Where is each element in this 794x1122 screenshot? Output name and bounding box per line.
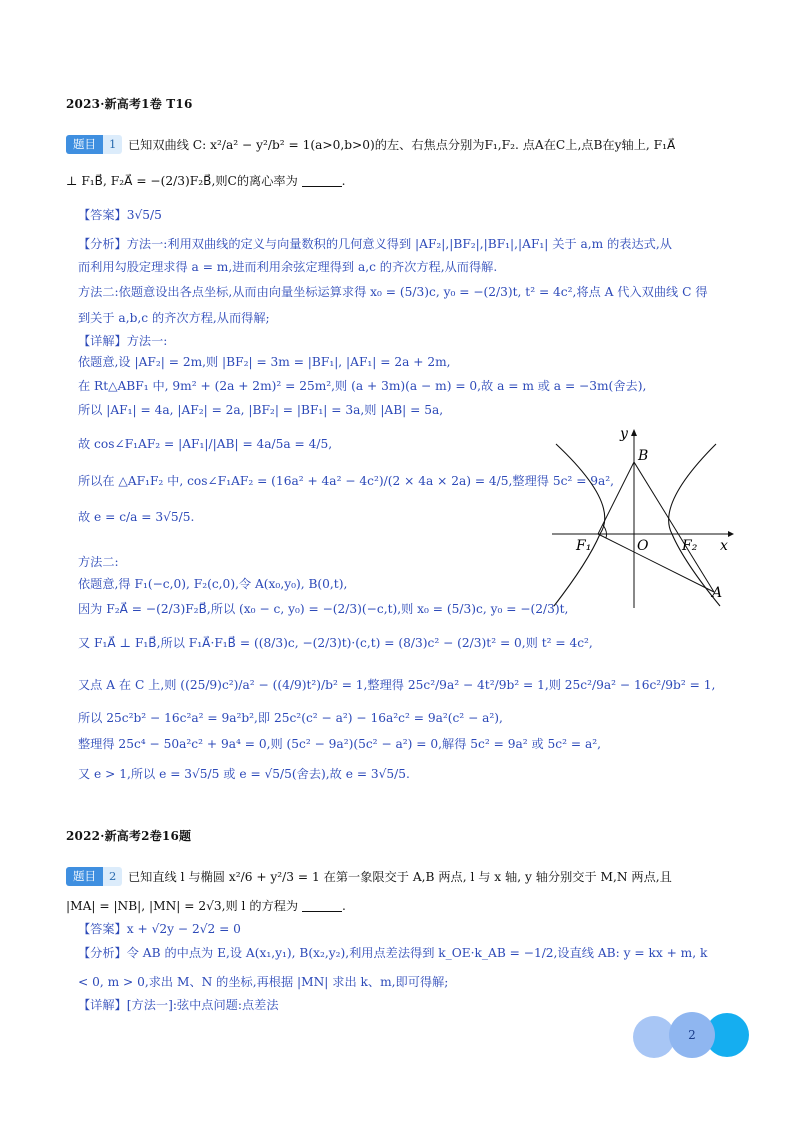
- question-1-line-1: 已知双曲线 C: x²/a² − y²/b² = 1(a>0,b>0)的左、右焦点分别为F₁,F₂. 点A在C上,点B在y轴上, F₁A⃗: [128, 138, 676, 152]
- y-axis-arrow: [631, 429, 637, 436]
- analysis-2-line-1: [78, 944, 707, 962]
- method-2-title: 方法二:: [78, 555, 119, 569]
- question-tag-label: 题目: [66, 135, 103, 154]
- answer-tag: 【答案】: [78, 922, 127, 936]
- question-tag-number: 1: [103, 135, 122, 154]
- detail-1-line-5: 所以在 △AF₁F₂ 中, cos∠F₁AF₂ = (16a² + 4a² − 4c²)/(2 × 4a × 2a) = 4/5,整理得 5c² = 9a²,: [78, 474, 615, 488]
- question-1-line-2-end: .: [341, 174, 346, 188]
- analysis-text: 方法一:利用双曲线的定义与向量数积的几何意义得到 |AF₂|,|BF₂|,|BF₁|,|AF₁| 关于 a,m 的表达式,从: [126, 237, 672, 251]
- answer-2: [78, 920, 241, 938]
- hyperbola-left-branch: [554, 444, 605, 606]
- analysis-1-line-1: [78, 235, 672, 253]
- answer-blank: [302, 899, 342, 912]
- analysis-tag: 【分析】: [78, 237, 127, 251]
- detail-tag: 【详解】: [78, 998, 127, 1012]
- question-1-line-2-text: ⊥ F₁B⃗, F₂A⃗ = −(2/3)F₂B⃗,则C的离心率为: [66, 174, 298, 188]
- point-F1-label: F₁: [576, 538, 592, 554]
- page-number-badge: [633, 1012, 749, 1058]
- origin-label: O: [637, 538, 649, 554]
- detail-1-line-3: 所以 |AF₁| = 4a, |AF₂| = 2a, |BF₂| = |BF₁| = 3a,则 |AB| = 5a,: [78, 403, 444, 417]
- analysis-tag: 【分析】: [78, 946, 127, 960]
- analysis-2-line-2: < 0, m > 0,求出 M、N 的坐标,再根据 |MN| 求出 k、m,即可得解;: [78, 975, 449, 989]
- detail-2: [78, 996, 279, 1014]
- analysis-1-line-3: 方法二:依题意设出各点坐标,从而由向量坐标运算求得 x₀ = (5/3)c, y₀ = −(2/3)t, t² = 4c²,将点 A 代入双曲线 C 得: [78, 285, 708, 299]
- analysis-1-line-4: 到关于 a,b,c 的齐次方程,从而得解;: [78, 311, 270, 325]
- y-axis-label: y: [620, 426, 628, 442]
- point-F2-label: F₂: [682, 538, 698, 554]
- section-heading-2: 2022·新高考2卷16题: [66, 829, 192, 843]
- section-heading-1: 2023·新高考1卷 T16: [66, 97, 193, 111]
- page-number: 2: [669, 1012, 715, 1058]
- detail-text: [方法一]:弦中点问题:点差法: [126, 998, 279, 1012]
- detail-1-line-1: 依题意,设 |AF₂| = 2m,则 |BF₂| = 3m = |BF₁|, |AF₁| = 2a + 2m,: [78, 355, 451, 369]
- question-tag-2: [66, 866, 122, 886]
- question-2-line-2-end: .: [341, 899, 346, 913]
- method-2-line-5: 所以 25c²b² − 16c²a² = 9a²b²,即 25c²(c² − a²) − 16a²c² = 9a²(c² − a²),: [78, 711, 503, 725]
- method-2-line-2: 因为 F₂A⃗ = −(2/3)F₂B⃗,所以 (x₀ − c, y₀) = −(2/3)(−c,t),则 x₀ = (5/3)c, y₀ = −(2/3)t,: [78, 602, 569, 616]
- question-tag-label: 题目: [66, 867, 103, 886]
- answer-value: 3√5/5: [126, 208, 162, 222]
- detail-method-title: 方法一:: [126, 334, 168, 348]
- x-axis-arrow: [728, 531, 734, 537]
- method-2-line-6: 整理得 25c⁴ − 50a²c² + 9a⁴ = 0,则 (5c² − 9a²)(5c² − a²) = 0,解得 5c² = 9a² 或 5c² = a²,: [78, 737, 601, 751]
- answer-value: x + √2y − 2√2 = 0: [126, 922, 241, 936]
- question-2-line-2: [66, 897, 346, 915]
- answer-1: [78, 206, 162, 224]
- analysis-text: 令 AB 的中点为 E,设 A(x₁,y₁), B(x₂,y₂),利用点差法得到 k_OE·k_AB = −1/2,设直线 AB: y = kx + m, k: [126, 946, 708, 960]
- detail-1-line-6: 故 e = c/a = 3√5/5.: [78, 510, 195, 524]
- analysis-1-line-2: 而利用勾股定理求得 a = m,进而利用余弦定理得到 a,c 的齐次方程,从而得解.: [78, 260, 498, 274]
- point-A-label: A: [712, 585, 723, 601]
- method-2-line-4: 又点 A 在 C 上,则 ((25/9)c²)/a² − ((4/9)t²)/b² = 1,整理得 25c²/9a² − 4t²/9b² = 1,则 25c²/9a² − 16c²/9b² = 1,: [78, 678, 716, 692]
- question-tag-number: 2: [103, 867, 122, 886]
- point-B-label: B: [638, 448, 649, 464]
- method-2-line-3: 又 F₁A⃗ ⊥ F₁B⃗,所以 F₁A⃗·F₁B⃗ = ((8/3)c, −(2/3)t)·(c,t) = (8/3)c² − (2/3)t² = 0,则 t² = 4c²,: [78, 636, 593, 650]
- answer-blank: [302, 174, 342, 187]
- answer-tag: 【答案】: [78, 208, 127, 222]
- hyperbola-figure: [548, 422, 738, 612]
- method-2-line-7: 又 e > 1,所以 e = 3√5/5 或 e = √5/5(舍去),故 e = 3√5/5.: [78, 767, 410, 781]
- detail-1-line-2: 在 Rt△ABF₁ 中, 9m² + (2a + 2m)² = 25m²,则 (a + 3m)(a − m) = 0,故 a = m 或 a = −3m(舍去),: [78, 379, 647, 393]
- question-2-line-2-text: |MA| = |NB|, |MN| = 2√3,则 l 的方程为: [66, 899, 299, 913]
- line-B-F1: [598, 462, 634, 534]
- detail-tag: 【详解】: [78, 334, 127, 348]
- question-2-line-1: 已知直线 l 与椭圆 x²/6 + y²/3 = 1 在第一象限交于 A,B 两点, l 与 x 轴, y 轴分别交于 M,N 两点,且: [128, 870, 672, 884]
- question-tag-1: [66, 134, 122, 154]
- x-axis-label: x: [720, 538, 728, 554]
- question-1-line-2: [66, 172, 346, 190]
- detail-1-title: [78, 332, 167, 350]
- detail-1-line-4: 故 cos∠F₁AF₂ = |AF₁|/|AB| = 4a/5a = 4/5,: [78, 437, 333, 451]
- method-2-line-1: 依题意,得 F₁(−c,0), F₂(c,0),令 A(x₀,y₀), B(0,t),: [78, 577, 348, 591]
